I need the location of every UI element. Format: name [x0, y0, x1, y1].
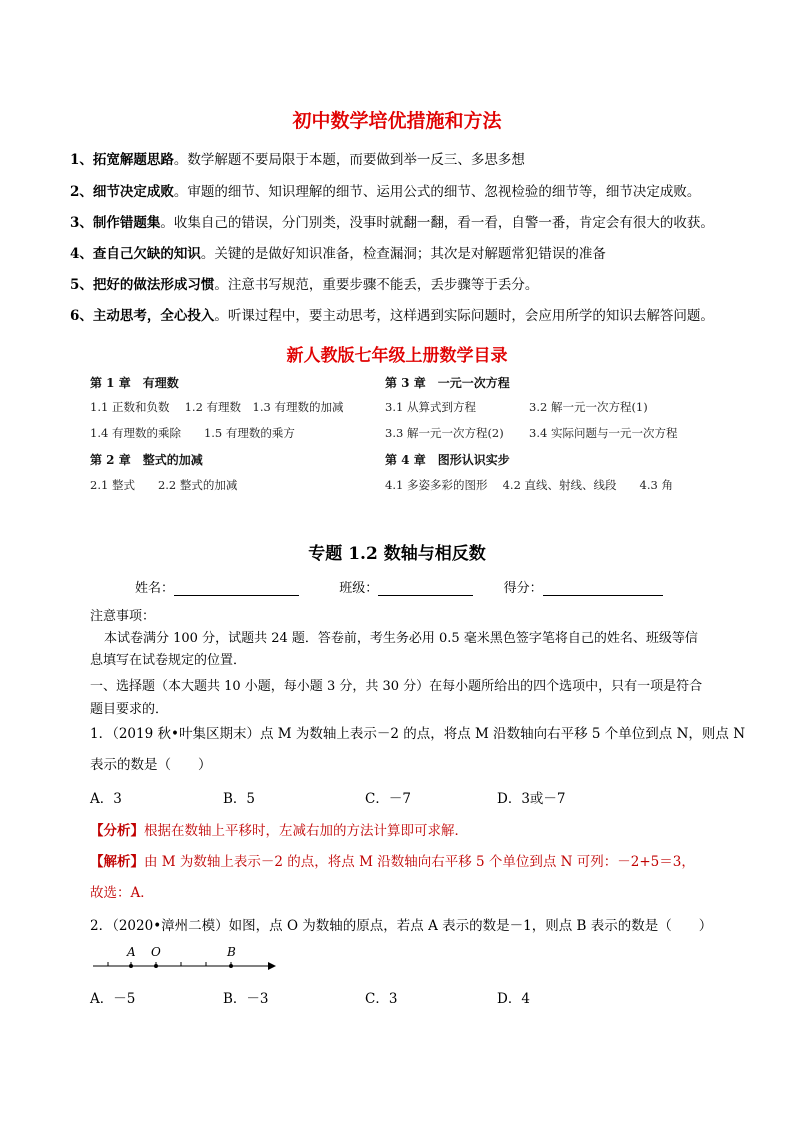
tip-number: 5、 [70, 277, 93, 293]
point-o-label: O [151, 945, 161, 959]
toc-chapter-4: 第 4 章 图形认识实步 [385, 453, 510, 467]
q2-option-d: D．4 [497, 991, 530, 1007]
point-a-dot [129, 964, 133, 968]
analysis-text: 根据在数轴上平移时，左减右加的方法计算即可求解． [144, 823, 468, 839]
q2-option-b: B．－3 [223, 991, 269, 1007]
q1-option-c: C．－7 [365, 791, 411, 807]
page-title: 初中数学培优措施和方法 [292, 110, 502, 132]
tip-heading: 把好的做法形成习惯 [92, 277, 215, 293]
tip-text: 。数学解题不要局限于本题，而要做到举一反三、多思多想 [173, 152, 525, 168]
q2-option-c: C．3 [365, 991, 398, 1007]
q2-stem: 2．（2020•漳州二模）如图，点 O 为数轴的原点，若点 A 表示的数是－1，则点 B 表示的数是（ ） [90, 918, 713, 934]
toc-chapter-3: 第 3 章 一元一次方程 [385, 376, 510, 390]
q1-option-b: B．5 [223, 791, 256, 807]
topic-title: 专题 1.2 数轴与相反数 [308, 544, 486, 564]
tip-heading: 制作错题集 [92, 215, 161, 231]
tip-heading: 拓宽解题思路 [92, 152, 174, 168]
name-label: 姓名： [135, 581, 175, 596]
tip-text: 。收集自己的错误，分门别类，没事时就翻一翻，看一看，自警一番，肯定会有很大的收获。 [160, 215, 714, 231]
point-o-dot [154, 964, 158, 968]
score-field[interactable] [543, 581, 663, 596]
tip-number: 3、 [70, 215, 93, 231]
section-1-line-2: 题目要求的． [90, 702, 169, 717]
q1-option-d: D．3或－7 [497, 791, 566, 807]
toc-ch1-row2: 1.4 有理数的乘除 1.5 有理数的乘方 [90, 426, 295, 440]
tip-number: 6、 [70, 308, 93, 324]
q1-analysis [90, 819, 468, 839]
tip-heading: 细节决定成败 [92, 184, 174, 200]
tip-heading: 查自己欠缺的知识 [92, 246, 201, 262]
tip-5 [70, 273, 538, 293]
tip-text: 。审题的细节、知识理解的细节、运用公式的细节、忽视检验的细节等，细节决定成败。 [173, 184, 701, 200]
score-label: 得分： [503, 581, 543, 596]
tip-2 [70, 180, 700, 200]
toc-ch3-row1b: 3.2 解一元一次方程(1) [529, 400, 648, 414]
q1-answer: 故选：A． [90, 885, 154, 901]
number-line-arrow [268, 962, 276, 970]
toc-ch1-row1: 1.1 正数和负数 1.2 有理数 1.3 有理数的加减 [90, 400, 344, 414]
solution-tag: 【解析】 [90, 854, 144, 870]
point-a-label: A [127, 945, 136, 959]
toc-title: 新人教版七年级上册数学目录 [286, 346, 508, 366]
tip-text: 。关键的是做好知识准备，检查漏洞；其次是对解题常犯错误的准备 [200, 246, 606, 262]
notice-line-2: 息填写在试卷规定的位置． [90, 653, 247, 668]
class-field[interactable] [378, 581, 473, 596]
solution-text: 由 M 为数轴上表示－2 的点，将点 M 沿数轴向右平移 5 个单位到点 N 可列：－2+5＝3， [144, 854, 695, 870]
tip-heading: 主动思考，全心投入 [92, 308, 215, 324]
toc-ch2-row1: 2.1 整式 2.2 整式的加减 [90, 478, 238, 492]
section-1-line-1: 一、选择题（本大题共 10 小题，每小题 3 分，共 30 分）在每小题所给出的四个选项中，只有一项是符合 [90, 679, 703, 694]
toc-ch3-row2a: 3.3 解一元一次方程(2) [385, 426, 504, 440]
toc-ch4-row1: 4.1 多姿多彩的图形 4.2 直线、射线、线段 4.3 角 [385, 478, 673, 492]
point-b-dot [229, 964, 233, 968]
q2-option-a: A．－5 [90, 991, 136, 1007]
tip-number: 2、 [70, 184, 93, 200]
tip-number: 4、 [70, 246, 93, 262]
toc-ch3-row1a: 3.1 从算式到方程 [385, 400, 476, 414]
toc-ch3-row2b: 3.4 实际问题与一元一次方程 [529, 426, 678, 440]
class-label: 班级： [339, 581, 379, 596]
notice-label: 注意事项： [90, 609, 156, 624]
tip-text: 。听课过程中，要主动思考，这样遇到实际问题时，会应用所学的知识去解答问题。 [214, 308, 714, 324]
q1-option-a: A．3 [90, 791, 122, 807]
q1-stem-line-2: 表示的数是（ ） [90, 757, 212, 773]
number-line-figure [88, 940, 278, 980]
name-field[interactable] [174, 581, 299, 596]
toc-chapter-1: 第 1 章 有理数 [90, 376, 179, 390]
student-info-row [135, 577, 663, 596]
tip-number: 1、 [70, 152, 93, 168]
q1-stem-line-1: 1．（2019 秋•叶集区期末）点 M 为数轴上表示－2 的点，将点 M 沿数轴向右平移 5 个单位到点 N，则点 N [90, 726, 746, 742]
tip-6 [70, 304, 714, 324]
toc-chapter-2: 第 2 章 整式的加减 [90, 453, 203, 467]
tip-text: 。注意书写规范，重要步骤不能丢，丢步骤等于丢分。 [214, 277, 539, 293]
tip-1 [70, 148, 525, 168]
q1-solution [90, 850, 695, 870]
point-b-label: B [227, 945, 236, 959]
tip-4 [70, 242, 606, 262]
analysis-tag: 【分析】 [90, 823, 144, 839]
tip-3 [70, 211, 714, 231]
notice-line-1: 本试卷满分 100 分，试题共 24 题．答卷前，考生务必用 0.5 毫米黑色签字笔将自己的姓名、班级等信 [104, 631, 698, 646]
